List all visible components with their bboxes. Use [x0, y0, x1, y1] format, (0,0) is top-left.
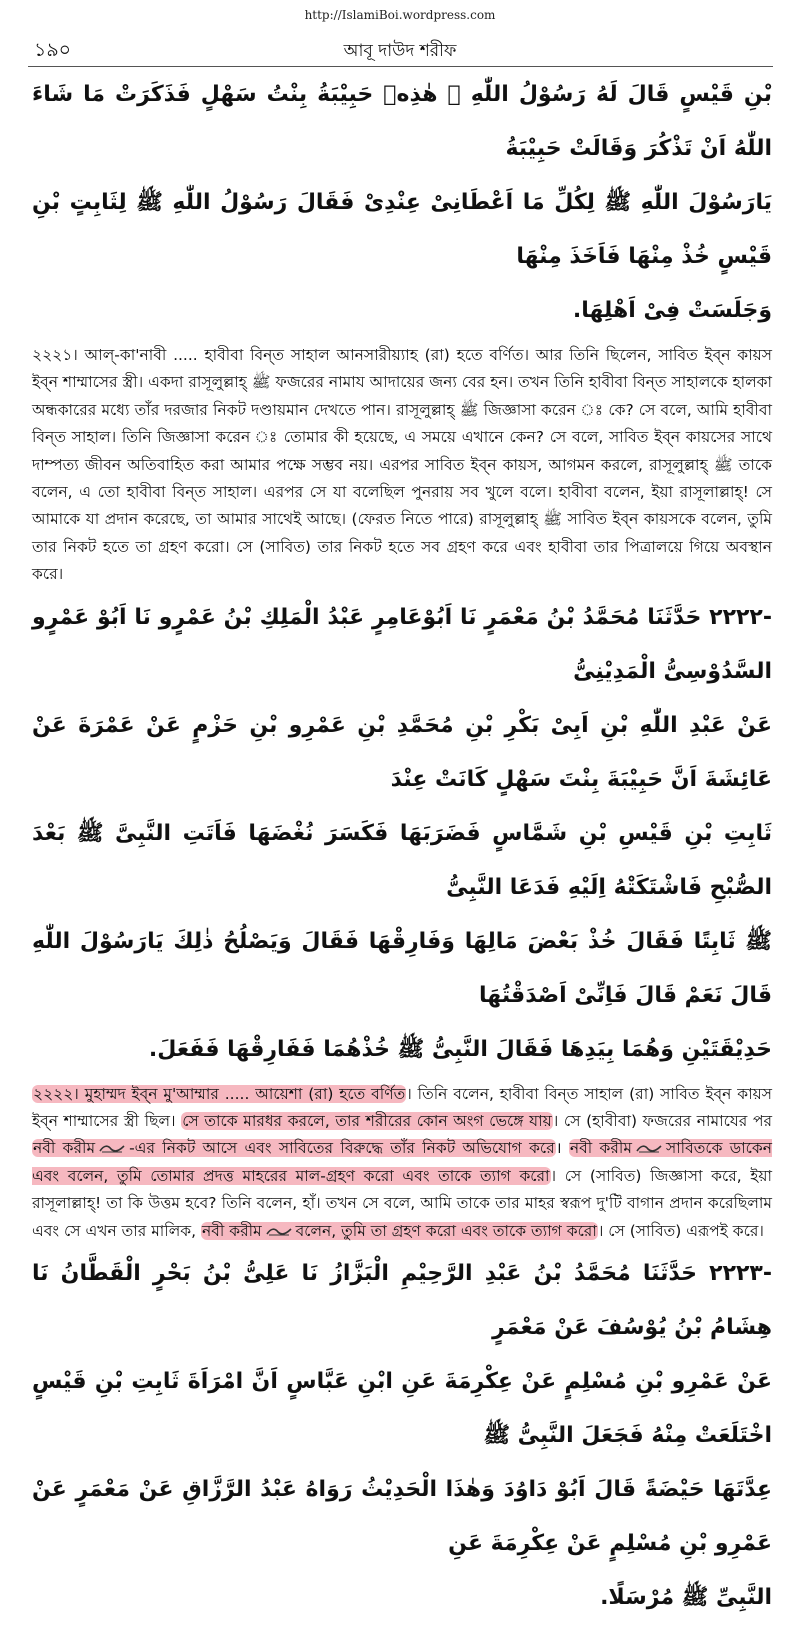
arabic-line: ثَابِتِ بْنِ قَيْسِ بْنِ شَمَّاسٍ فَضَرَبَهَا فَكَسَرَ نُغْضَهَا فَاَتَتِ النَّبِىَّ ﷺ بَعْدَ الصُّبْحِ فَاشْتَكَتْهُ اِلَيْهِ فَدَعَا النَّبِىُّ — [32, 820, 772, 900]
highlight-text: সাবিতকে ডাকেন এবং বলেন, তুমি তোমার প্রদত্ত মাহরের মাল-গ্রহণ করো এবং তাকে ত্যাগ করো — [32, 1139, 773, 1185]
prophet-label: নবী করীম — [569, 1139, 632, 1158]
arabic-block-2223 — [32, 1247, 772, 1625]
arabic-line: -٢٢٢٣ حَدَّثَنَا مُحَمَّدُ بْنُ عَبْدِ الرَّحِيْمِ الْبَزَّازُ نَا عَلِىُّ بْنُ بَحْرٍ الْقَطَّانُ نَا هِشَامُ بْنُ يُوْسُفَ عَنْ مَعْمَرٍ — [32, 1261, 772, 1341]
highlight-text: বলেন, তুমি তা গ্রহণ করো এবং তাকে ত্যাগ করো — [295, 1221, 597, 1240]
text-segment: । সে (সাবিত) এরূপই করে। — [597, 1221, 764, 1240]
arabic-line: عِدَّتَهَا حَيْضَةً قَالَ اَبُوْ دَاوُدَ وَهٰذَا الْحَدِيْثُ رَوَاهُ عَبْدُ الرَّزَّاقِ عَنْ مَعْمَرٍ عَنْ عَمْرِو بْنِ مُسْلِمٍ عَنْ عِكْرِمَةَ عَنِ — [32, 1477, 772, 1557]
arabic-line: -٢٢٢٢ حَدَّثَنَا مُحَمَّدُ بْنُ مَعْمَرٍ نَا اَبُوْعَامِرٍ عَبْدُ الْمَلِكِ بْنُ عَمْرٍو نَا اَبُوْ عَمْرٍو السَّدُوْسِىُّ الْمَدِيْنِىُّ — [32, 604, 772, 684]
page-body — [32, 68, 772, 1625]
text-segment: । সে (সাবিত) জিজ্ঞাসা করে, ইয়া রাসূলাল্লাহ্! তা কি উত্তম হবে? তিনি বলেন, হাঁ। তখন সে বলে, আমি তাকে তার মাহর স্বরূপ দু'টি বাগান প্রদান করেছিলাম এবং সে এখন তার মালিক, — [32, 1166, 772, 1240]
highlight-prophet-complaint — [32, 1139, 556, 1157]
text-segment: । — [555, 1139, 569, 1158]
header-rule — [28, 66, 773, 67]
hadith-2222-translation — [32, 1081, 772, 1245]
highlight-text: -এর নিকট আসে এবং সাবিতের বিরুদ্ধে তাঁর নিকট অভিযোগ করে — [129, 1139, 555, 1158]
page-number: ১৯০ — [34, 39, 72, 61]
arabic-line: وَجَلَسَتْ فِىْ اَهْلِهَا. — [572, 298, 772, 323]
text-segment: । তিনি বলেন, হাবীবা বিন্‌ত সাহাল (রা) সাবিত ইব্‌ন কায়স ইব্‌ন শাম্মাসের স্ত্রী ছিল। — [32, 1084, 772, 1131]
salawat-glyph-icon — [266, 1226, 292, 1237]
text-segment: । সে (হাবীবা) ফজরের নামাযের পর — [552, 1112, 772, 1131]
highlight-prophet-final — [201, 1222, 598, 1240]
arabic-line: بْنِ قَيْسٍ قَالَ لَهُ رَسُوْلُ اللّٰهِ ﷺ هٰذِهٖ حَبِيْبَةُ بِنْتُ سَهْلٍ فَذَكَرَتْ مَا شَاءَ اللّٰهُ اَنْ تَذْكُرَ وَقَالَتْ حَبِيْبَةُ — [32, 82, 772, 161]
highlight-narrator: ২২২২। মুহাম্মদ ইব্‌ন মু'আম্মার ..... আয়েশা (রা) হতে বর্ণিত — [33, 1084, 406, 1103]
salawat-glyph-icon — [99, 1143, 125, 1154]
source-url: http://IslamiBoi.wordpress.com — [304, 8, 496, 22]
arabic-line: يَارَسُوْلَ اللّٰهِ ﷺ لِكُلِّ مَا اَعْطَانِىْ عِنْدِىْ فَقَالَ رَسُوْلُ اللّٰهِ ﷺ لِثَابِتٍ بْنِ قَيْسٍ خُذْ مِنْهَا فَاَخَذَ مِنْهَا — [32, 190, 772, 269]
salawat-glyph-icon — [636, 1143, 662, 1154]
prophet-label: নবী করীম — [33, 1139, 96, 1158]
hadith-2221-translation: ২২২১। আল্-কা'নাবী ..... হাবীবা বিন্‌ত সাহাল আনসারীয়্যাহ (রা) হতে বর্ণিত। আর তিনি ছিলেন, সাবিত ইব্‌ন কায়স ইব্‌ন শাম্মাসের স্ত্রী। একদা রাসূলুল্লাহ্ ﷺ ফজরের নামায আদায়ের জন্য বের হন। তখন তিনি হাবীবা বিন্‌ত সাহালকে হালকা অন্ধকারের মধ্যে তাঁর দরজার নিকট দণ্ডায়মান দেখতে পান। রাসূলুল্লাহ্ ﷺ জিজ্ঞাসা করেন ঃ কে? সে বলে, আমি হাবীবা বিন্‌ত সাহাল। তিনি জিজ্ঞাসা করেন ঃ তোমার কী হয়েছে, এ সময়ে এখানে কেন? সে বলে, সাবিত ইব্‌ন কায়সের সাথে দাম্পত্য জীবন অতিবাহিত করা আমার পক্ষে সম্ভব নয়। এরপর সাবিত ইব্‌ন কায়স, আগমন করলে, রাসূলুল্লাহ্ ﷺ তাকে বলেন, এ তো হাবীবা বিন্‌ত সাহাল। এরপর সে যা বলেছিল পুনরায় সব খুলে বলে। হাবীবা বলেন, ইয়া রাসূলাল্লাহ্! সে আমাকে যা প্রদান করেছে, তা আমার সাথেই আছে। (ফেরত নিতে পারে) রাসূলুল্লাহ্ ﷺ সাবিত ইব্‌ন কায়সকে বলেন, তুমি তার নিকট হতে তা গ্রহণ করো। সে (সাবিত) তার নিকট হতে সব গ্রহণ করে এবং হাবীবা তার পিত্রালয়ে গিয়ে অবস্থান করে। — [32, 346, 772, 584]
arabic-line: ﷺ ثَابِتًا فَقَالَ خُذْ بَعْضَ مَالِهَا وَفَارِقْهَا فَقَالَ وَيَصْلُحُ ذٰلِكَ يَارَسُوْلَ اللّٰهِ قَالَ نَعَمْ قَالَ فَاِنِّىْ اَصْدَقْتُهَا — [32, 928, 772, 1008]
page-title: আবূ দাউদ শরীফ — [343, 41, 457, 61]
arabic-line: عَنْ عَبْدِ اللّٰهِ بْنِ اَبِىْ بَكْرِ بْنِ مُحَمَّدِ بْنِ عَمْرِو بْنِ حَزْمٍ عَنْ عَمْرَةَ عَنْ عَائِشَةَ اَنَّ حَبِيْبَةَ بِنْتَ سَهْلٍ كَانَتْ عِنْدَ — [32, 712, 772, 792]
prophet-label: নবী করীম — [201, 1221, 262, 1240]
arabic-line: عَنْ عَمْرِو بْنِ مُسْلِمٍ عَنْ عِكْرِمَةَ عَنِ ابْنِ عَبَّاسٍ اَنَّ امْرَاَةَ ثَابِتِ بْنِ قَيْسٍ اخْتَلَعَتْ مِنْهُ فَجَعَلَ النَّبِىُّ ﷺ — [32, 1369, 772, 1449]
arabic-line: النَّبِىِّ ﷺ مُرْسَلًا. — [600, 1585, 772, 1611]
highlight-injury: সে তাকে মারধর করলে, তার শরীরের কোন অংগ ভেঙ্গে যায় — [182, 1112, 552, 1131]
arabic-line: حَدِيْقَتَيْنِ وَهُمَا بِيَدِهَا فَقَالَ النَّبِىُّ ﷺ خُذْهُمَا فَفَارِقْهَا فَفَعَلَ. — [148, 1036, 772, 1062]
arabic-block-2222 — [32, 591, 772, 1077]
arabic-block-top — [32, 68, 772, 338]
